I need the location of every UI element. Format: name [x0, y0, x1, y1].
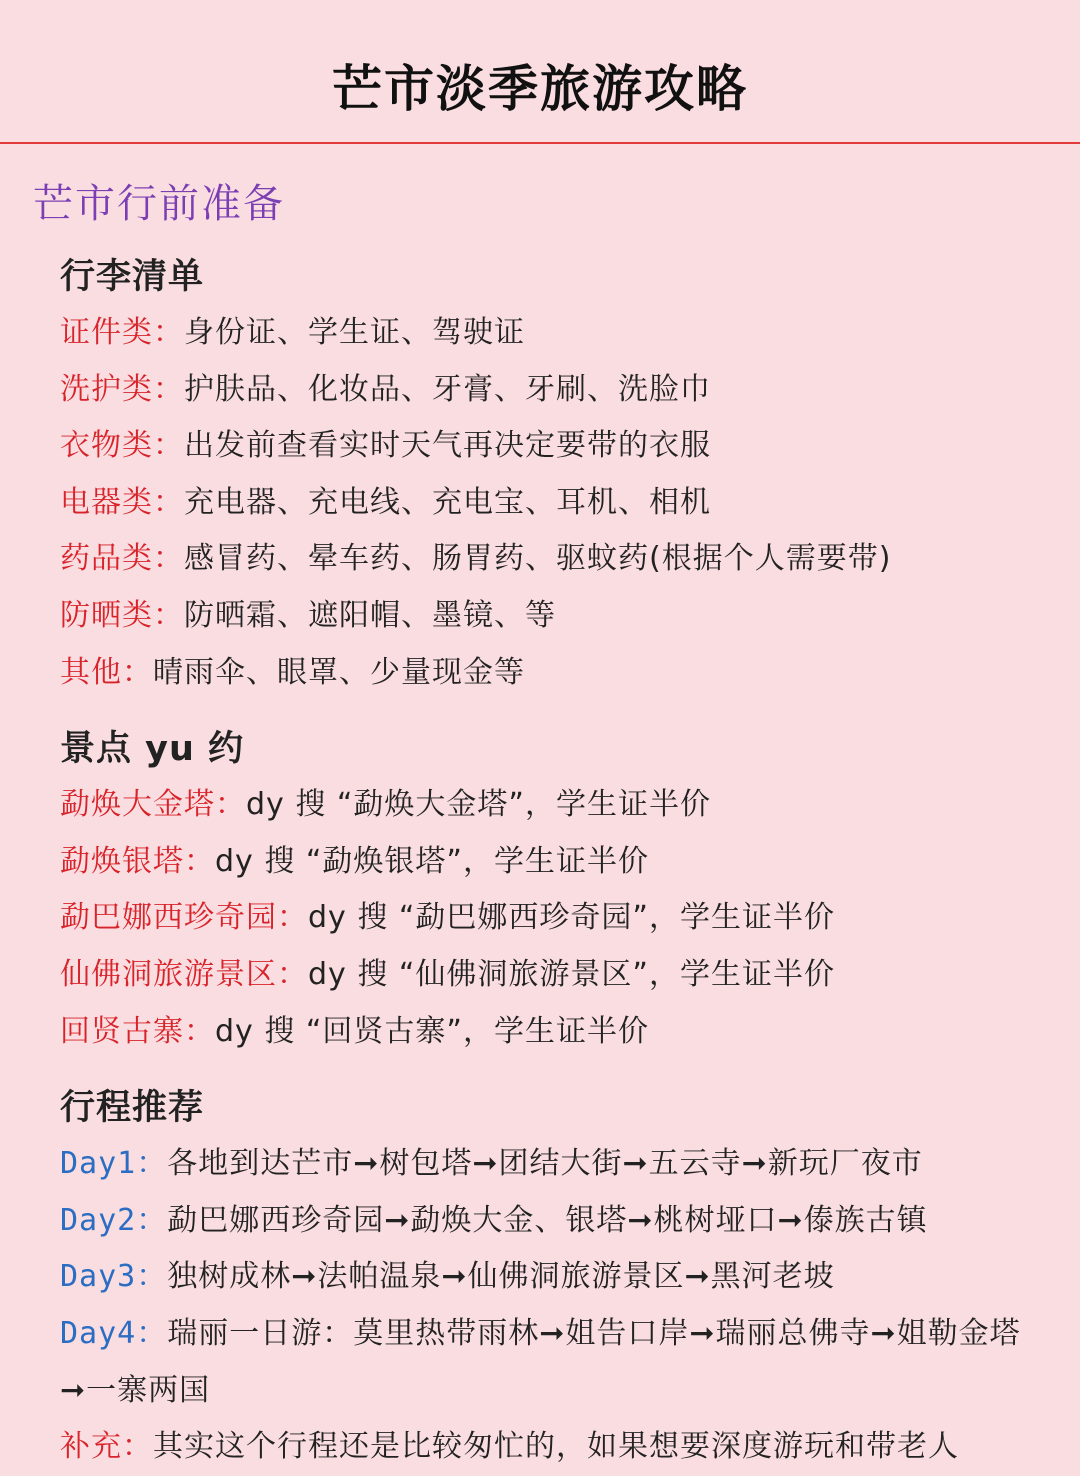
- day-text: 各地到达芒市➞树包塔➞团结大街➞五云寺➞新玩厂夜市: [167, 1146, 923, 1182]
- list-item: [60, 1193, 1080, 1250]
- packing-list-title: 行李清单: [60, 257, 205, 297]
- list-item: [60, 475, 1080, 532]
- item-text: 出发前查看实时天气再决定要带的衣服: [184, 428, 711, 464]
- item-label: 防晒类：: [60, 597, 184, 633]
- day-label: Day3：: [60, 1259, 168, 1295]
- item-label: 证件类：: [60, 315, 184, 350]
- list-item: [60, 531, 1080, 588]
- item-label: 仙佛洞旅游景区：: [60, 956, 308, 992]
- list-item: [60, 947, 1080, 1004]
- item-label: 勐巴娜西珍奇园：: [60, 900, 308, 936]
- item-text: 晴雨伞、眼罩、少量现金等: [153, 654, 525, 690]
- day-text: 瑞丽一日游：莫里热带雨林➞姐告口岸➞瑞丽总佛寺➞姐勒金塔➞一寨两国: [60, 1315, 1021, 1408]
- item-label: 衣物类：: [60, 428, 184, 464]
- item-text: dy 搜 “勐焕银塔”，学生证半价: [215, 843, 649, 879]
- list-item: [60, 1306, 1030, 1419]
- list-item: [60, 777, 1080, 834]
- list-item: [60, 645, 1080, 702]
- list-item: [60, 1136, 1080, 1193]
- item-text: 护肤品、化妆品、牙膏、牙刷、洗脸巾: [184, 371, 711, 407]
- day-label: Day4：: [60, 1315, 168, 1351]
- itinerary-title: 行程推荐: [60, 1088, 205, 1129]
- item-text: dy 搜 “回贤古寨”，学生证半价: [215, 1013, 649, 1049]
- item-text: dy 搜 “勐焕大金塔”，学生证半价: [246, 787, 711, 823]
- item-text: 感冒药、晕车药、肠胃药、驱蚊药(根据个人需要带): [184, 541, 892, 577]
- list-item: [60, 588, 1080, 645]
- item-text: 充电器、充电线、充电宝、耳机、相机: [184, 484, 711, 520]
- main-content: [0, 172, 1080, 1476]
- item-text: dy 搜 “仙佛洞旅游景区”，学生证半价: [308, 956, 835, 992]
- page-header: [0, 0, 1080, 144]
- booking-title: 景点 yu 约: [60, 729, 245, 770]
- list-item: [60, 1249, 1080, 1306]
- item-label: 药品类：: [60, 541, 184, 577]
- list-item: [60, 305, 1080, 362]
- page-title: 芒市淡季旅游攻略: [332, 59, 748, 118]
- section-title: 芒市行前准备: [33, 181, 285, 227]
- list-item: [60, 1004, 1080, 1061]
- day-label: Day2：: [60, 1202, 168, 1238]
- item-label: 电器类：: [60, 484, 184, 520]
- list-item: [60, 362, 1080, 419]
- item-label: 洗护类：: [60, 371, 184, 407]
- supplement-note: [60, 1419, 1080, 1476]
- list-item: [60, 890, 1080, 947]
- item-label: 其他：: [60, 654, 153, 690]
- itinerary-list: [60, 1136, 1080, 1476]
- day-text: 独树成林➞法帕温泉➞仙佛洞旅游景区➞黑河老坡: [167, 1259, 835, 1295]
- note-text: 其实这个行程还是比较匆忙的，如果想要深度游玩和带老人: [153, 1429, 959, 1465]
- item-text: 身份证、学生证、驾驶证: [184, 315, 525, 350]
- booking-list: [60, 777, 1080, 1060]
- day-label: Day1：: [60, 1146, 168, 1182]
- item-text: dy 搜 “勐巴娜西珍奇园”，学生证半价: [308, 900, 835, 936]
- note-label: 补充：: [60, 1429, 153, 1465]
- list-item: [60, 834, 1080, 891]
- list-item: [60, 418, 1080, 475]
- item-text: 防晒霜、遮阳帽、墨镜、等: [184, 597, 556, 633]
- item-label: 勐焕大金塔：: [60, 787, 246, 823]
- item-label: 勐焕银塔：: [60, 843, 215, 879]
- item-label: 回贤古寨：: [60, 1013, 215, 1049]
- day-text: 勐巴娜西珍奇园➞勐焕大金、银塔➞桃树垭口➞傣族古镇: [167, 1202, 928, 1238]
- packing-list: [60, 305, 1080, 701]
